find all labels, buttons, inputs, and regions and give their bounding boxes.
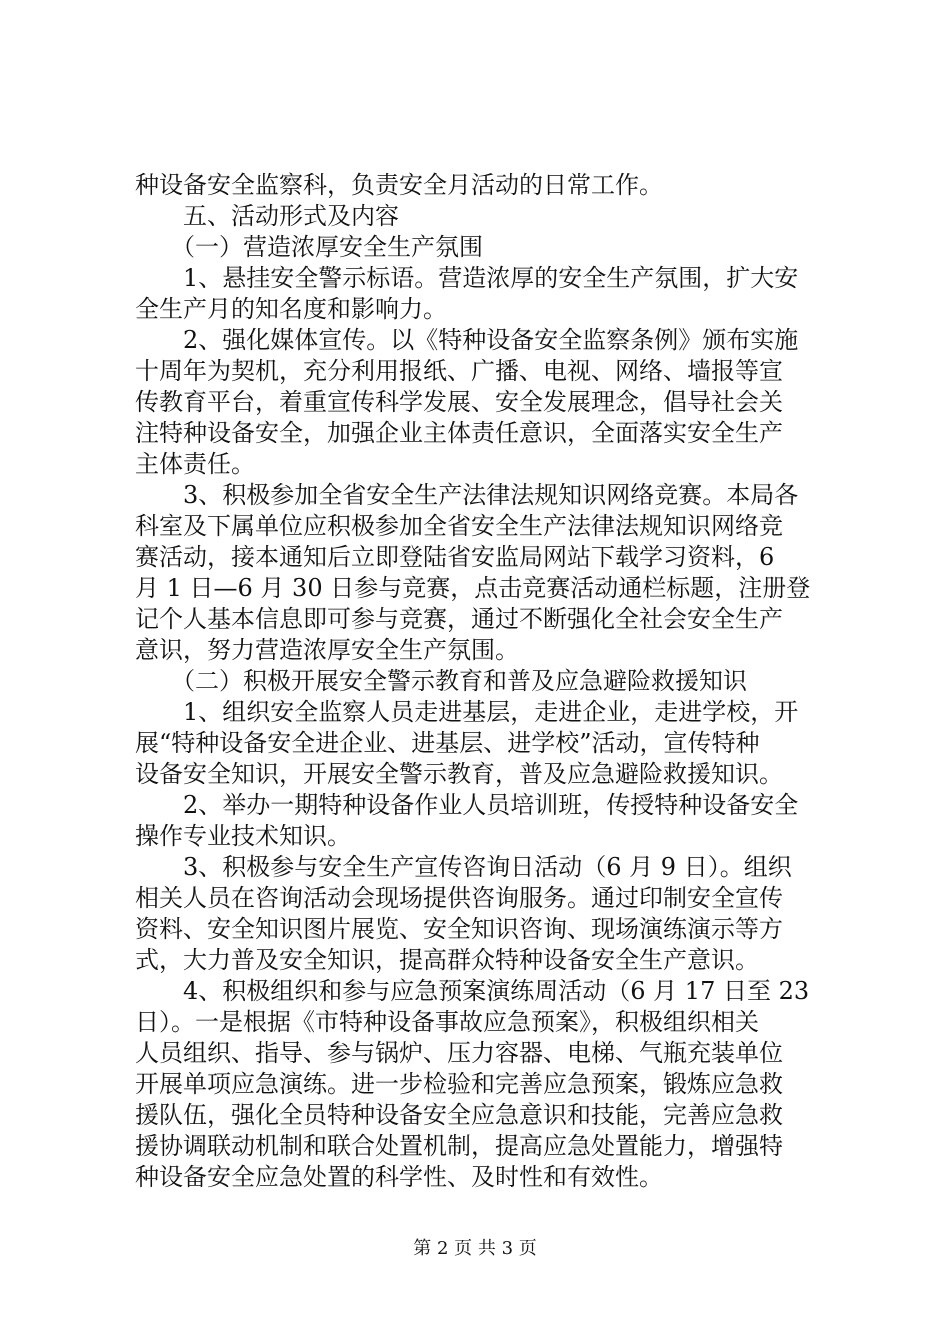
text-line: 十周年为契机，充分利用报纸、广播、电视、网络、墙报等宣	[135, 357, 783, 385]
text-line: 月 1 日—6 月 30 日参与竞赛，点击竞赛活动通栏标题，注册登	[135, 574, 811, 602]
text-line: 2、强化媒体宣传。以《特种设备安全监察条例》颁布实施	[135, 326, 799, 354]
text-line: 1、悬挂安全警示标语。营造浓厚的安全生产氛围，扩大安	[135, 264, 799, 292]
text-line: 种设备安全应急处置的科学性、及时性和有效性。	[135, 1163, 663, 1191]
text-line: 设备安全知识，开展安全警示教育，普及应急避险救援知识。	[135, 760, 783, 788]
text-line: 意识，努力营造浓厚安全生产氛围。	[135, 636, 519, 664]
subsection-heading: （一）营造浓厚安全生产氛围	[135, 233, 483, 261]
text-line: 主体责任。	[135, 450, 255, 478]
text-line: 传教育平台，着重宣传科学发展、安全发展理念，倡导社会关	[135, 388, 783, 416]
text-line: 援协调联动机制和联合处置机制，提高应急处置能力，增强特	[135, 1132, 783, 1160]
text-line: 4、积极组织和参与应急预案演练周活动（6 月 17 日至 23	[135, 977, 810, 1005]
text-line: 注特种设备安全，加强企业主体责任意识，全面落实安全生产	[135, 419, 783, 447]
text-line: 科室及下属单位应积极参加全省安全生产法律法规知识网络竞	[135, 512, 783, 540]
text-line: 1、组织安全监察人员走进基层，走进企业，走进学校，开	[135, 698, 799, 726]
text-line: 赛活动，接本通知后立即登陆省安监局网站下载学习资料，6	[135, 543, 775, 571]
document-body	[135, 170, 835, 1193]
page-number-footer: 第 2 页 共 3 页	[413, 1238, 537, 1259]
text-line: 操作专业技术知识。	[135, 822, 351, 850]
text-line: 3、积极参加全省安全生产法律法规知识网络竞赛。本局各	[135, 481, 799, 509]
section-heading: 五、活动形式及内容	[135, 202, 399, 230]
text-line: 开展单项应急演练。进一步检验和完善应急预案，锻炼应急救	[135, 1070, 783, 1098]
text-line: 展“特种设备安全进企业、进基层、进学校”活动，宣传特种	[135, 729, 760, 757]
text-line: 种设备安全监察科，负责安全月活动的日常工作。	[135, 171, 663, 199]
text-line: 2、举办一期特种设备作业人员培训班，传授特种设备安全	[135, 791, 799, 819]
text-line: 日）。一是根据《市特种设备事故应急预案》，积极组织相关	[135, 1008, 759, 1036]
subsection-heading: （二）积极开展安全警示教育和普及应急避险救援知识	[135, 667, 747, 695]
text-line: 式，大力普及安全知识，提高群众特种设备安全生产意识。	[135, 946, 759, 974]
text-line: 援队伍，强化全员特种设备安全应急意识和技能，完善应急救	[135, 1101, 783, 1129]
text-line: 3、积极参与安全生产宣传咨询日活动（6 月 9 日）。组织	[135, 853, 792, 881]
text-line: 资料、安全知识图片展览、安全知识咨询、现场演练演示等方	[135, 915, 783, 943]
text-line: 相关人员在咨询活动会现场提供咨询服务。通过印制安全宣传	[135, 884, 783, 912]
text-line: 全生产月的知名度和影响力。	[135, 295, 447, 323]
text-line: 人员组织、指导、参与锅炉、压力容器、电梯、气瓶充装单位	[135, 1039, 783, 1067]
text-line: 记个人基本信息即可参与竞赛，通过不断强化全社会安全生产	[135, 605, 783, 633]
